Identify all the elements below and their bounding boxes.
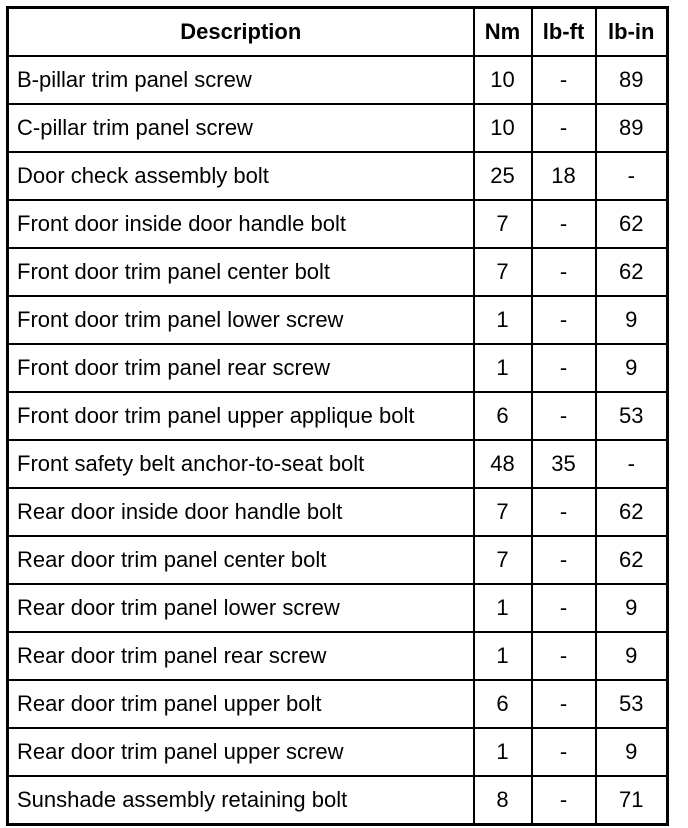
cell-lb-in: 71 <box>596 776 668 825</box>
cell-nm: 7 <box>474 248 532 296</box>
cell-description: Door check assembly bolt <box>8 152 474 200</box>
cell-description: Rear door trim panel upper bolt <box>8 680 474 728</box>
cell-lb-ft: 18 <box>532 152 596 200</box>
table-row <box>8 776 668 825</box>
cell-nm: 7 <box>474 536 532 584</box>
cell-nm: 6 <box>474 680 532 728</box>
cell-description: Rear door inside door handle bolt <box>8 488 474 536</box>
cell-nm: 1 <box>474 632 532 680</box>
cell-lb-ft: - <box>532 632 596 680</box>
cell-lb-ft: 35 <box>532 440 596 488</box>
header-nm: Nm <box>474 8 532 57</box>
cell-lb-ft: - <box>532 392 596 440</box>
table-row <box>8 440 668 488</box>
cell-lb-in: 9 <box>596 584 668 632</box>
cell-nm: 7 <box>474 200 532 248</box>
cell-description: Front safety belt anchor-to-seat bolt <box>8 440 474 488</box>
cell-lb-in: 53 <box>596 680 668 728</box>
cell-lb-ft: - <box>532 248 596 296</box>
header-lb-ft: lb-ft <box>532 8 596 57</box>
table-row <box>8 392 668 440</box>
cell-lb-ft: - <box>532 728 596 776</box>
cell-lb-ft: - <box>532 680 596 728</box>
table-row <box>8 248 668 296</box>
cell-nm: 1 <box>474 584 532 632</box>
table-row <box>8 344 668 392</box>
cell-lb-ft: - <box>532 56 596 104</box>
cell-lb-in: - <box>596 152 668 200</box>
cell-description: Rear door trim panel center bolt <box>8 536 474 584</box>
table-row <box>8 296 668 344</box>
cell-nm: 1 <box>474 296 532 344</box>
cell-nm: 1 <box>474 344 532 392</box>
table-row <box>8 728 668 776</box>
cell-lb-in: 62 <box>596 248 668 296</box>
cell-description: Front door inside door handle bolt <box>8 200 474 248</box>
cell-description: Front door trim panel upper applique bolt <box>8 392 474 440</box>
cell-lb-in: - <box>596 440 668 488</box>
cell-lb-ft: - <box>532 488 596 536</box>
cell-nm: 7 <box>474 488 532 536</box>
cell-lb-in: 9 <box>596 632 668 680</box>
cell-nm: 10 <box>474 56 532 104</box>
cell-lb-in: 62 <box>596 488 668 536</box>
cell-nm: 48 <box>474 440 532 488</box>
cell-lb-in: 89 <box>596 104 668 152</box>
table-row <box>8 680 668 728</box>
header-description: Description <box>8 8 474 57</box>
cell-lb-ft: - <box>532 584 596 632</box>
cell-lb-in: 9 <box>596 344 668 392</box>
cell-description: Front door trim panel rear screw <box>8 344 474 392</box>
table-header-row <box>8 8 668 57</box>
table-body <box>8 56 668 825</box>
cell-lb-in: 53 <box>596 392 668 440</box>
header-lb-in: lb-in <box>596 8 668 57</box>
cell-description: Sunshade assembly retaining bolt <box>8 776 474 825</box>
torque-specifications-table <box>6 6 669 826</box>
cell-nm: 25 <box>474 152 532 200</box>
table-row <box>8 632 668 680</box>
cell-description: Rear door trim panel upper screw <box>8 728 474 776</box>
cell-nm: 6 <box>474 392 532 440</box>
cell-lb-in: 62 <box>596 536 668 584</box>
table-row <box>8 152 668 200</box>
table-row <box>8 56 668 104</box>
table-row <box>8 536 668 584</box>
cell-lb-in: 9 <box>596 728 668 776</box>
cell-lb-ft: - <box>532 776 596 825</box>
cell-lb-ft: - <box>532 200 596 248</box>
cell-description: Front door trim panel lower screw <box>8 296 474 344</box>
cell-lb-in: 9 <box>596 296 668 344</box>
cell-description: C-pillar trim panel screw <box>8 104 474 152</box>
cell-description: B-pillar trim panel screw <box>8 56 474 104</box>
cell-lb-ft: - <box>532 536 596 584</box>
table-row <box>8 104 668 152</box>
cell-description: Rear door trim panel rear screw <box>8 632 474 680</box>
cell-lb-in: 89 <box>596 56 668 104</box>
cell-nm: 8 <box>474 776 532 825</box>
cell-description: Front door trim panel center bolt <box>8 248 474 296</box>
table-row <box>8 488 668 536</box>
cell-description: Rear door trim panel lower screw <box>8 584 474 632</box>
cell-lb-in: 62 <box>596 200 668 248</box>
table-row <box>8 200 668 248</box>
cell-lb-ft: - <box>532 104 596 152</box>
cell-lb-ft: - <box>532 344 596 392</box>
cell-nm: 1 <box>474 728 532 776</box>
cell-nm: 10 <box>474 104 532 152</box>
table-row <box>8 584 668 632</box>
cell-lb-ft: - <box>532 296 596 344</box>
